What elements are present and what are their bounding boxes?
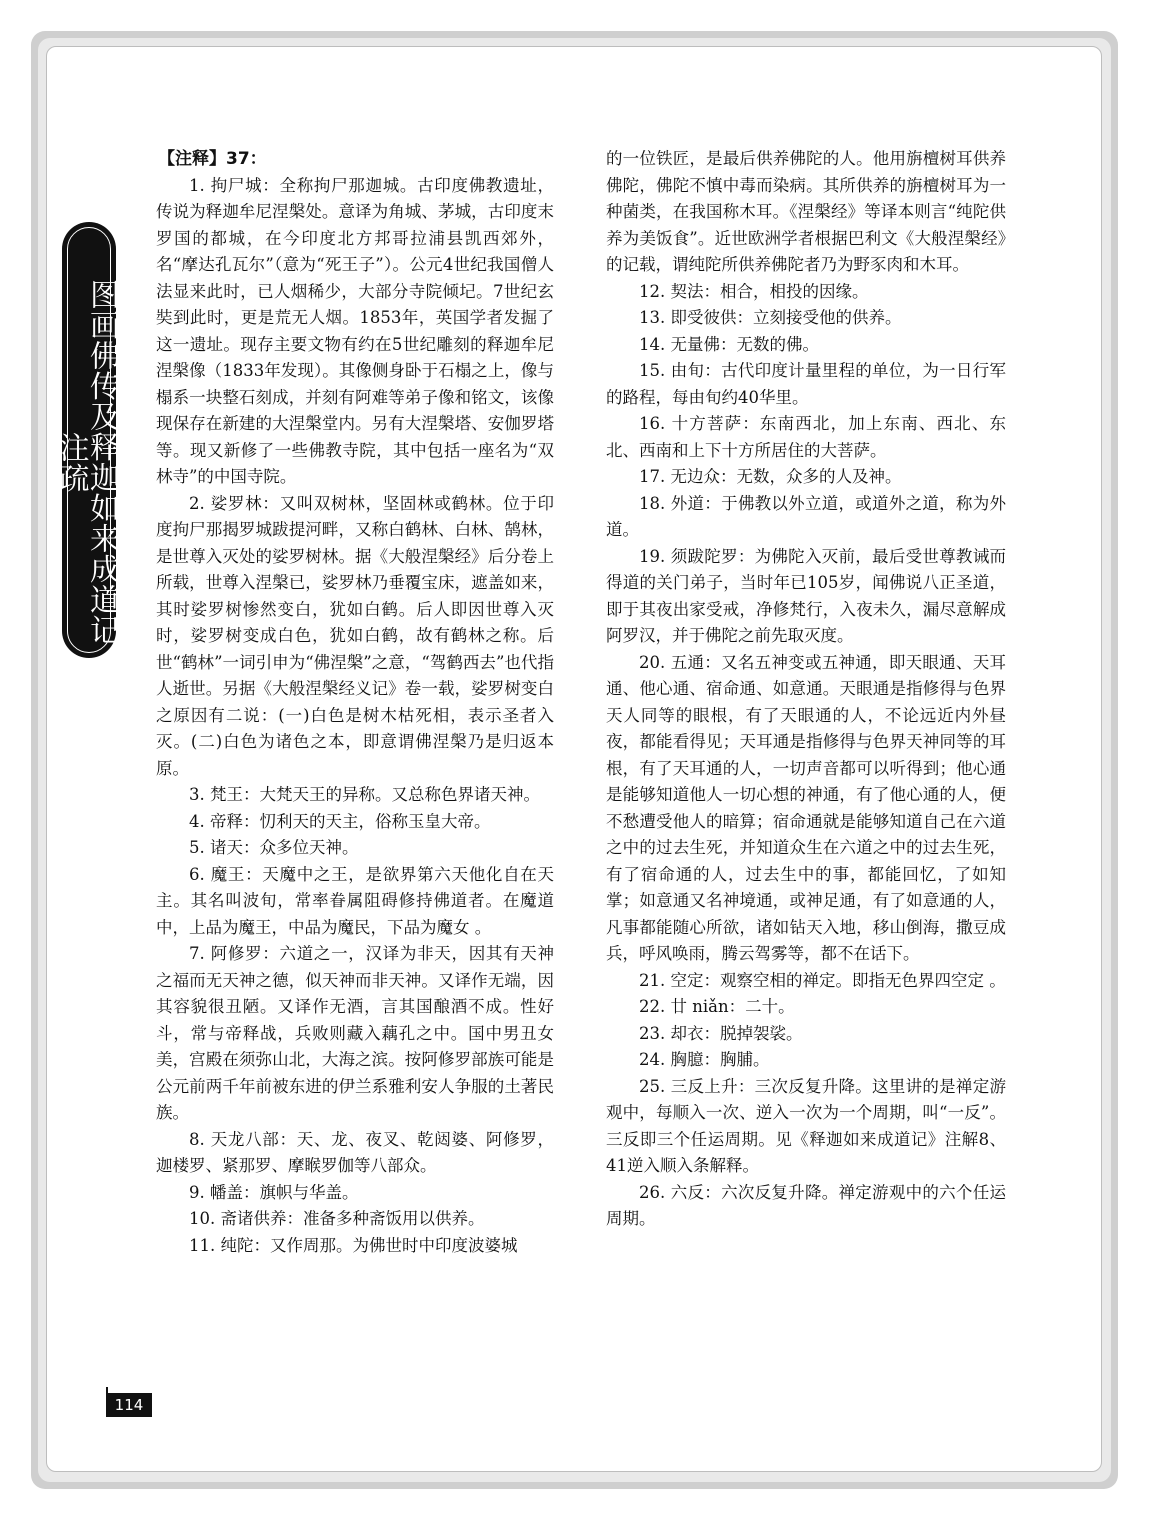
note-entry: 9. 幡盖：旗帜与华盖。 — [189, 1182, 359, 1202]
note-entry: 12. 契法：相合，相投的因缘。 — [639, 281, 869, 301]
note-entry: 25. 三反上升：三次反复升降。这里讲的是禅定游观中，每顺入一次、逆入一次为一个周期，叫“一反”。三反即三个任运周期。见《释迦如来成道记》注解8、41逆入顺入条解释。 — [606, 1076, 1006, 1175]
note-entry: 22. 廿 niǎn：二十。 — [639, 997, 795, 1016]
note-entry: 18. 外道：于佛教以外立道，或道外之道，称为外道。 — [606, 493, 1006, 539]
note-entry: 10. 斋诸供养：准备多种斋饭用以供养。 — [189, 1209, 485, 1228]
note-entry: 4. 帝释：忉利天的天主，俗称玉皇大帝。 — [189, 811, 491, 831]
note-entry: 7. 阿修罗：六道之一，汉译为非天，因其有天神之福而无天神之德，似天神而非天神。又译作无端，因其容貌很丑陋。又译作无酒，言其国酿酒不成。性好斗，常与帝释战，兵败则藏入藕孔之中。国中男丑女美，宫殿在须弥山北，大海之滨。按阿修罗部族可能是公元前两千年前被东进的伊兰系雅利安人争服的土著民族。 — [156, 944, 554, 1122]
notes-heading: 【注释】37： — [158, 149, 267, 169]
note-entry: 17. 无边众：无数，众多的人及神。 — [639, 467, 902, 486]
note-entry: 1. 拘尸城：全称拘尸那迦城。古印度佛教遗址，传说为释迦牟尼涅槃处。意译为角城、茅城，古印度末罗国的都城，在今印度北方邦哥拉浦县凯西郊外，名“摩达孔瓦尔”（意为“死王子”）。公元4世纪我国僧人法显来此时，已人烟稀少，大部分寺院倾圮。7世纪玄奘到此时，更是荒无人烟。1853年，英国学者发掘了这一遗址。现存主要文物有约在5世纪雕刻的释迦牟尼涅槃像（1833年发现）。其像侧身卧于石榻之上，像与榻系一块整石刻成，并刻有阿难等弟子像和铭文，该像现保存在新建的大涅槃堂内。另有大涅槃塔、安伽罗塔等。现又新修了一些佛教寺院，其中包括一座名为“双林寺”的中国寺院。 — [156, 175, 554, 486]
notes-column-right — [606, 146, 1006, 1233]
side-title-tab — [53, 222, 119, 658]
note-entry: 8. 天龙八部：天、龙、夜叉、乾闼婆、阿修罗，迦楼罗、紧那罗、摩睺罗伽等八部众。 — [156, 1129, 554, 1175]
note-entry: 26. 六反：六次反复升降。禅定游观中的六个任运周期。 — [606, 1182, 1006, 1228]
note-entry: 15. 由旬：古代印度计量里程的单位，为一日行军的路程，每由旬约40华里。 — [606, 361, 1006, 407]
note-entry: 5. 诸天：众多位天神。 — [189, 838, 359, 857]
note-entry-continued: 的一位铁匠，是最后供养佛陀的人。他用旃檀树耳供养佛陀，佛陀不慎中毒而染病。其所供养的旃檀树耳为一种菌类，在我国称木耳。《涅槃经》等译本则言“纯陀供养为美饭食”。近世欧洲学者根据巴利文《大般涅槃经》的记载，谓纯陀所供养佛陀者乃为野豕肉和木耳。 — [606, 149, 1006, 274]
note-entry: 2. 娑罗林：又叫双树林，坚固林或鹤林。位于印度拘尸那揭罗城跋提河畔，又称白鹤林、白林、鹄林，是世尊入灭处的娑罗树林。据《大般涅槃经》后分卷上所载，世尊入涅槃已，娑罗林乃垂覆宝床，遮盖如来，其时娑罗树惨然变白，犹如白鹤。后人即因世尊入灭时，娑罗树变成白色，犹如白鹤，故有鹤林之称。后世“鹤林”一词引申为“佛涅槃”之意，“驾鹤西去”也代指人逝世。另据《大般涅槃经义记》卷一载，娑罗树变白之原因有二说：(一)白色是树木枯死相，表示圣者入灭。(二)白色为诸色之本，即意谓佛涅槃乃是归返本原。 — [156, 493, 554, 778]
note-entry: 21. 空定：观察空相的禅定。即指无色界四空定 。 — [639, 970, 1006, 990]
book-title-vertical: 图画佛传及释迦如来成道记注疏 — [53, 279, 119, 645]
note-entry: 13. 即受彼供：立刻接受他的供养。 — [639, 308, 902, 327]
note-entry: 23. 却衣：脱掉袈裟。 — [639, 1023, 803, 1043]
note-entry: 11. 纯陀：又作周那。为佛世时中印度波婆城 — [189, 1235, 518, 1255]
note-entry: 24. 胸臆：胸脯。 — [639, 1050, 770, 1069]
note-entry: 6. 魔王：天魔中之王，是欲界第六天他化自在天主。其名叫波旬，常率眷属阻碍修持佛道者。在魔道中，上品为魔王，中品为魔民，下品为魔女 。 — [156, 864, 554, 937]
notes-column-left — [156, 146, 554, 1259]
page-number: 114 — [106, 1393, 152, 1417]
note-entry: 14. 无量佛：无数的佛。 — [639, 334, 819, 354]
note-entry: 20. 五通：又名五神变或五神通，即天眼通、天耳通、他心通、宿命通、如意通。天眼通是指修得与色界天人同等的眼根，有了天眼通的人，不论远近内外昼夜，都能看得见；天耳通是指修得与色界天神同等的耳根，有了天耳通的人，一切声音都可以听得到；他心通是能够知道他人一切心想的神通，有了他心通的人，便不愁遭受他人的暗算；宿命通就是能够知道自己在六道之中的过去生死，并知道众生在六道之中的过去生死，有了宿命通的人，过去生中的事，都能回忆，了如知掌；如意通又名神境通，或神足通，有了如意通的人，凡事都能随心所欲，诸如钻天入地，移山倒海，撒豆成兵，呼风唤雨，腾云驾雾等，都不在话下。 — [606, 652, 1006, 963]
note-entry: 3. 梵王：大梵天王的异称。又总称色界诸天神。 — [189, 785, 540, 804]
note-entry: 19. 须跋陀罗：为佛陀入灭前，最后受世尊教诫而得道的关门弟子，当时年已105岁，闻佛说八正圣道，即于其夜出家受戒，净修梵行，入夜未久，漏尽意解成阿罗汉，并于佛陀之前先取灭度。 — [606, 546, 1006, 645]
note-entry: 16. 十方菩萨：东南西北，加上东南、西北、东北、西南和上下十方所居住的大菩萨。 — [606, 414, 1006, 460]
